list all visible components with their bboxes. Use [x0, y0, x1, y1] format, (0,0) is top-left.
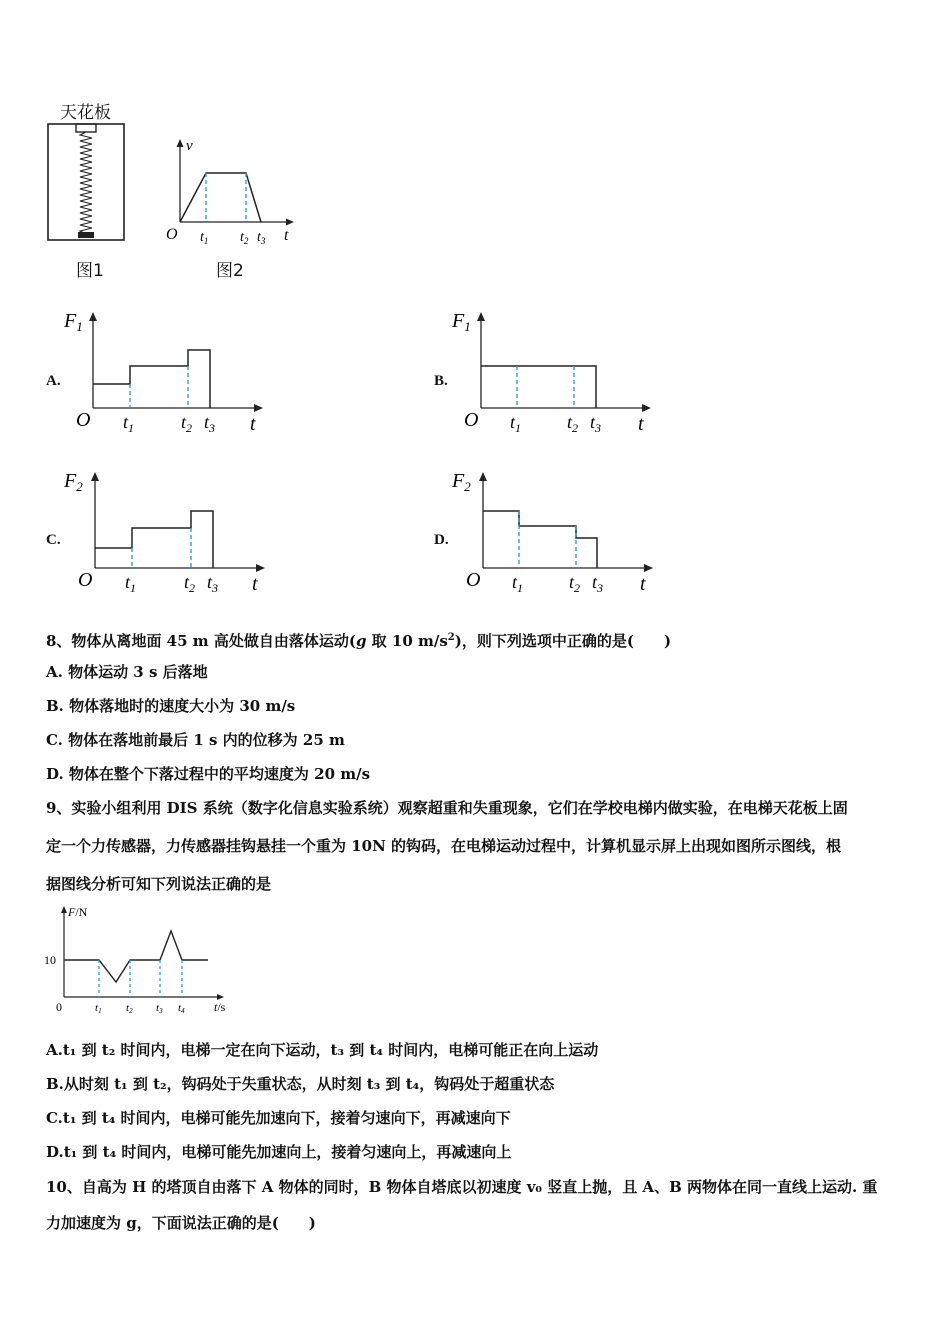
q8-option-c: C. 物体在落地前最后 1 s 内的位移为 25 m [46, 731, 345, 749]
svg-text:t3: $t_3$ [207, 572, 219, 595]
svg-text:t: t [640, 573, 646, 595]
option-a-graph [60, 302, 280, 437]
fig2-t3: $t_3$ [257, 230, 266, 246]
svg-text:t2: t2 [126, 1002, 133, 1015]
svg-text:t4: t4 [178, 1002, 185, 1015]
svg-text:t1: $t_1$ [125, 572, 137, 595]
q10-stem-line1: 10、自高为 H 的塔顶自由落下 A 物体的同时，B 物体自塔底以初速度 v₀ 竖直上抛，且 A、B 两物体在同一直线上运动. 重 [46, 1178, 878, 1196]
fig2-t2: $t_2$ [240, 230, 249, 246]
option-a-letter: A. [46, 373, 61, 389]
q8-option-d: D. 物体在整个下落过程中的平均速度为 20 m/s [46, 765, 371, 783]
q8-option-b: B. 物体落地时的速度大小为 30 m/s [46, 697, 296, 715]
svg-text:t3: $t_3$ [592, 572, 604, 595]
svg-text:t1: $t_1$ [123, 412, 135, 435]
option-c-letter: C. [46, 532, 61, 548]
option-b-letter: B. [434, 373, 448, 389]
fig2-caption: 图2 [216, 261, 244, 281]
svg-text:F2: $F_2$ [64, 470, 83, 494]
svg-text:t3: t3 [156, 1002, 163, 1015]
q9-stem-line3: 据图线分析可知下列说法正确的是 [46, 875, 272, 893]
svg-text:t3: $t_3$ [590, 412, 602, 435]
fig2-axis-v: v [186, 138, 193, 154]
q9-option-c: C.t₁ 到 t₄ 时间内，电梯可能先加速向下，接着匀速向下，再减速向下 [46, 1109, 511, 1127]
svg-text:F1: $F_1$ [64, 310, 83, 334]
svg-text:O: O [466, 569, 481, 591]
q8-stem: 8、物体从离地面 45 m 高处做自由落体运动(g 取 10 $m/s^2$)，则下列选项中正确的是( ) [46, 632, 672, 650]
svg-text:t1: t1 [95, 1002, 102, 1015]
q9-option-a: A.t₁ 到 t₂ 时间内，电梯一定在向下运动，t₃ 到 t₄ 时间内，电梯可能正在向上运动 [46, 1041, 599, 1059]
svg-text:F2: $F_2$ [452, 470, 471, 494]
fig2-vt-graph [160, 132, 300, 248]
svg-text:t: t [638, 413, 644, 435]
option-b-graph [448, 302, 668, 437]
option-c-graph [60, 462, 280, 597]
q10-stem-line2: 力加速度为 g，下面说法正确的是( ) [46, 1214, 316, 1232]
svg-text:O: O [76, 409, 91, 431]
svg-text:t3: $t_3$ [204, 412, 216, 435]
fig2-axis-t: t [284, 227, 289, 244]
svg-text:O: O [464, 409, 479, 431]
fig2-t1: $t_1$ [200, 230, 209, 246]
svg-text:F1: $F_1$ [452, 310, 471, 334]
svg-text:t1: $t_1$ [512, 572, 524, 595]
q9-stem-line1: 9、实验小组利用 DIS 系统（数字化信息实验系统）观察超重和失重现象，它们在学校电梯内做实验，在电梯天花板上固 [46, 799, 848, 817]
svg-text:t2: $t_2$ [184, 572, 196, 595]
svg-text:t2: $t_2$ [181, 412, 193, 435]
q9-option-b: B.从时刻 t₁ 到 t₂，钩码处于失重状态，从时刻 t₃ 到 t₄，钩码处于超重状态 [46, 1075, 555, 1093]
fig2-origin: O [166, 226, 178, 243]
svg-text:O: O [78, 569, 93, 591]
svg-text:t2: $t_2$ [569, 572, 581, 595]
svg-text:10: 10 [44, 953, 56, 967]
svg-text:t1: $t_1$ [510, 412, 522, 435]
q9-force-graph [40, 900, 240, 1018]
q9-option-d: D.t₁ 到 t₄ 时间内，电梯可能先加速向上，接着匀速向上，再减速向上 [46, 1143, 512, 1161]
svg-text:F/N: F/N [68, 905, 88, 919]
q9-stem-line2: 定一个力传感器，力传感器挂钩悬挂一个重为 10N 的钩码，在电梯运动过程中，计算机显示屏上出现如图所示图线，根 [46, 837, 842, 855]
svg-text:t: t [250, 413, 256, 435]
svg-text:t2: $t_2$ [567, 412, 579, 435]
fig1-ceiling-label: 天花板 [60, 103, 111, 123]
fig1-caption: 图1 [76, 261, 104, 281]
q8-option-a: A. 物体运动 3 s 后落地 [46, 663, 208, 681]
option-d-letter: D. [434, 532, 449, 548]
fig1-spring-diagram [44, 120, 128, 244]
svg-text:0: 0 [56, 1000, 62, 1014]
svg-text:t/s: t/s [214, 1000, 226, 1014]
option-d-graph [448, 462, 668, 597]
svg-text:t: t [252, 573, 258, 595]
